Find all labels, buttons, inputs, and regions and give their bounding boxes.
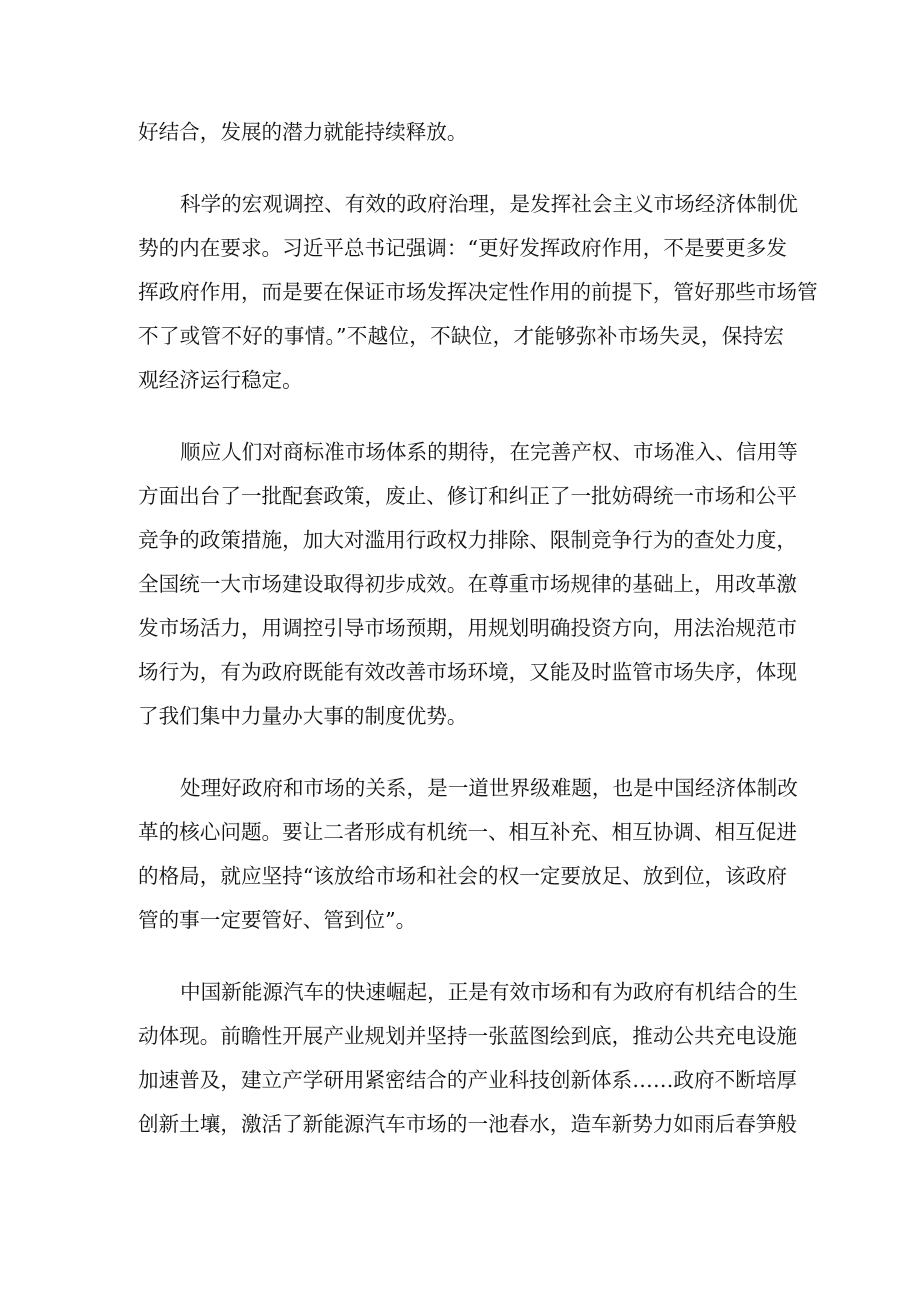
article-body	[138, 110, 818, 1146]
paragraph-line: 创新土壤，激活了新能源汽车市场的一池春水，造车新势力如雨后春笋般	[138, 1112, 797, 1136]
paragraph-line: 发市场活力，用调控引导市场预期，用规划明确投资方向，用法治规范市	[138, 616, 797, 640]
paragraph-gap	[138, 154, 784, 182]
paragraph-line: 场行为，有为政府既能有效改善市场环境，又能及时监管市场失序，体现	[138, 660, 797, 684]
paragraph-gap	[138, 402, 784, 430]
paragraph-line: 竞争的政策措施，加大对滥用行政权力排除、限制竞争行为的查处力度，	[138, 528, 797, 552]
paragraph-line: 挥政府作用，而是要在保证市场发挥决定性作用的前提下，管好那些市场管	[138, 280, 818, 304]
paragraph-1	[138, 110, 784, 154]
paragraph-line: 动体现。前瞻性开展产业规划并坚持一张蓝图绘到底，推动公共充电设施	[138, 1024, 797, 1048]
paragraph-gap	[138, 942, 784, 970]
paragraph-line: 了我们集中力量办大事的制度优势。	[138, 704, 468, 728]
paragraph-line: 的格局，就应坚持“该放给市场和社会的权一定要放足、放到位，该政府	[138, 864, 787, 888]
paragraph-line: 中国新能源汽车的快速崛起，正是有效市场和有为政府有机结合的生	[180, 980, 798, 1004]
paragraph-line: 处理好政府和市场的关系，是一道世界级难题，也是中国经济体制改	[180, 776, 798, 800]
paragraph-line: 加速普及，建立产学研用紧密结合的产业科技创新体系……政府不断培厚	[138, 1068, 797, 1092]
paragraph-line: 好结合，发展的潜力就能持续释放。	[138, 120, 468, 144]
paragraph-line: 观经济运行稳定。	[138, 368, 303, 392]
paragraph-line: 不了或管不好的事情。”不越位，不缺位，才能够弥补市场失灵，保持宏	[138, 324, 784, 348]
paragraph-4	[138, 766, 798, 942]
paragraph-line: 革的核心问题。要让二者形成有机统一、相互补充、相互协调、相互促进	[138, 820, 797, 844]
paragraph-gap	[138, 738, 784, 766]
paragraph-5	[138, 970, 798, 1146]
paragraph-line: 顺应人们对商标准市场体系的期待，在完善产权、市场准入、信用等	[180, 440, 798, 464]
paragraph-line: 方面出台了一批配套政策，废止、修订和纠正了一批妨碍统一市场和公平	[138, 484, 797, 508]
paragraph-line: 科学的宏观调控、有效的政府治理，是发挥社会主义市场经济体制优	[180, 192, 798, 216]
paragraph-3	[138, 430, 798, 738]
paragraph-line: 管的事一定要管好、管到位”。	[138, 908, 417, 932]
paragraph-line: 势的内在要求。习近平总书记强调：“更好发挥政府作用，不是要更多发	[138, 236, 787, 260]
paragraph-2	[138, 182, 818, 402]
paragraph-line: 全国统一大市场建设取得初步成效。在尊重市场规律的基础上，用改革激	[138, 572, 797, 596]
